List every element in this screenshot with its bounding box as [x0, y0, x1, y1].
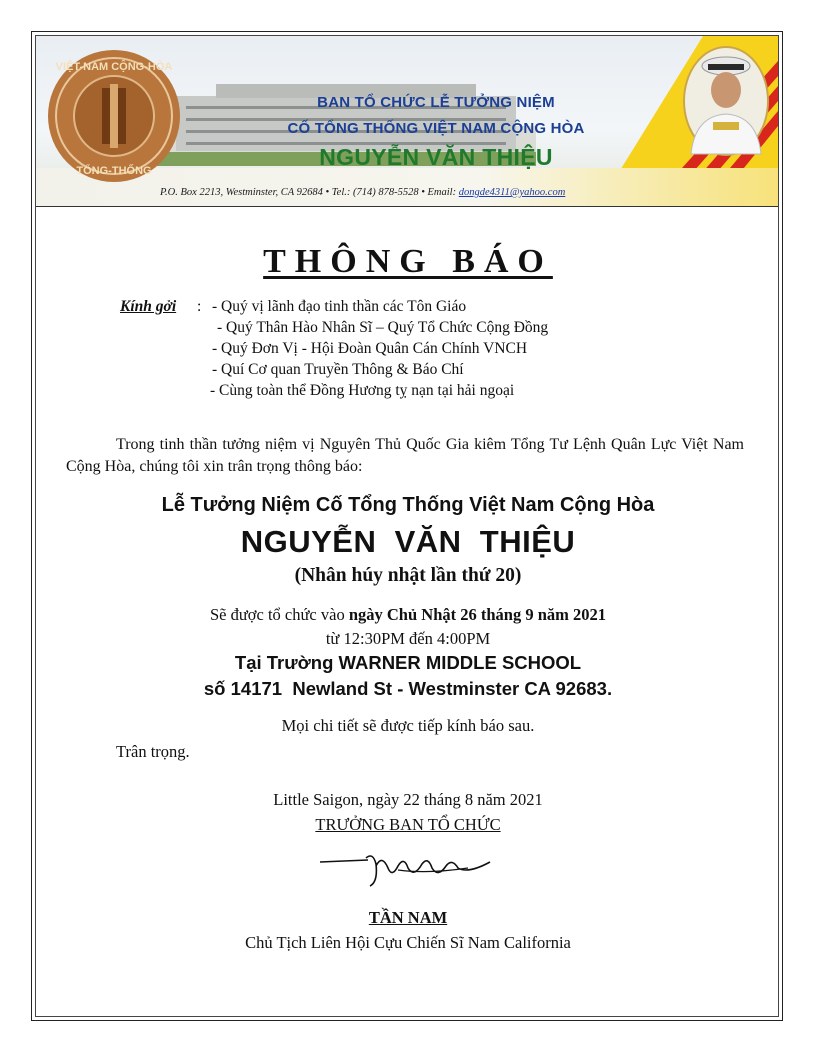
portrait-photo — [683, 46, 769, 156]
event-place: Tại Trường WARNER MIDDLE SCHOOL — [234, 652, 582, 673]
event-honoree-name: NGUYỄN VĂN THIỆU — [240, 524, 576, 559]
signer-name: TẦN NAM — [368, 908, 448, 927]
place-date-line: Little Saigon, ngày 22 tháng 8 năm 2021 — [273, 790, 543, 809]
org-name: NGUYỄN VĂN THIỆU — [319, 144, 553, 170]
event-title: Lễ Tưởng Niệm Cố Tổng Thống Việt Nam Cộng Hòa — [161, 494, 655, 516]
recipient-item: - Quý Đơn Vị - Hội Đoàn Quân Cán Chính VNCH — [212, 340, 528, 357]
svg-text:TỔNG-THỐNG: TỔNG-THỐNG — [76, 165, 152, 177]
event-date-line — [0, 605, 816, 625]
event-address: số 14171 Newland St - Westminster CA 92683. — [203, 678, 613, 699]
committee-title: TRƯỞNG BAN TỔ CHỨC — [315, 815, 501, 834]
more-info-line: Mọi chi tiết sẽ được tiếp kính báo sau. — [281, 716, 535, 735]
handwritten-signature — [318, 848, 498, 890]
signer-title: Chủ Tịch Liên Hội Cựu Chiến Sĩ Nam California — [245, 933, 571, 952]
recipient-item: - Quý vị lãnh đạo tinh thần các Tôn Giáo — [212, 298, 467, 315]
notice-title: THÔNG BÁO — [263, 243, 553, 280]
svg-text:VIỆT-NAM CỘNG-HÒA: VIỆT-NAM CỘNG-HÒA — [55, 61, 173, 73]
recipient-item: - Quý Thân Hào Nhân Sĩ – Quý Tổ Chức Cộng Đồng — [217, 319, 549, 336]
event-date: ngày Chủ Nhật 26 tháng 9 năm 2021 — [348, 605, 607, 624]
recipient-item: - Quí Cơ quan Truyền Thông & Báo Chí — [212, 361, 464, 378]
contact-text: P.O. Box 2213, Westminster, CA 92684 • Tel.: (714) 878-5528 • Email: — [160, 187, 459, 198]
regards-line: Trân trọng. — [116, 742, 190, 761]
intro-paragraph: Trong tinh thần tưởng niệm vị Nguyên Thủ Quốc Gia kiêm Tổng Tư Lệnh Quân Lực Việt Nam Cộng Hòa, chúng tôi xin trân trọng thông báo: — [66, 436, 744, 475]
presidential-seal — [46, 48, 182, 184]
org-line-1: BAN TỔ CHỨC LỄ TƯỞNG NIỆM — [317, 94, 555, 111]
event-time: từ 12:30PM đến 4:00PM — [325, 629, 491, 648]
contact-line — [160, 187, 720, 198]
recipients-label: Kính gởi — [120, 298, 177, 315]
recipients-colon: : — [197, 298, 202, 315]
org-line-2: CỐ TỔNG THỐNG VIỆT NAM CỘNG HÒA — [287, 120, 585, 137]
recipient-item: - Cùng toàn thể Đồng Hương tỵ nạn tại hải ngoại — [210, 382, 515, 399]
event-date-prefix: Sẽ được tổ chức vào — [209, 605, 349, 624]
contact-email-link[interactable]: dongde4311@yahoo.com — [458, 187, 566, 198]
banner-divider — [36, 206, 778, 207]
event-subtitle: (Nhân húy nhật lần thứ 20) — [294, 565, 522, 586]
letterhead-banner — [36, 36, 778, 206]
